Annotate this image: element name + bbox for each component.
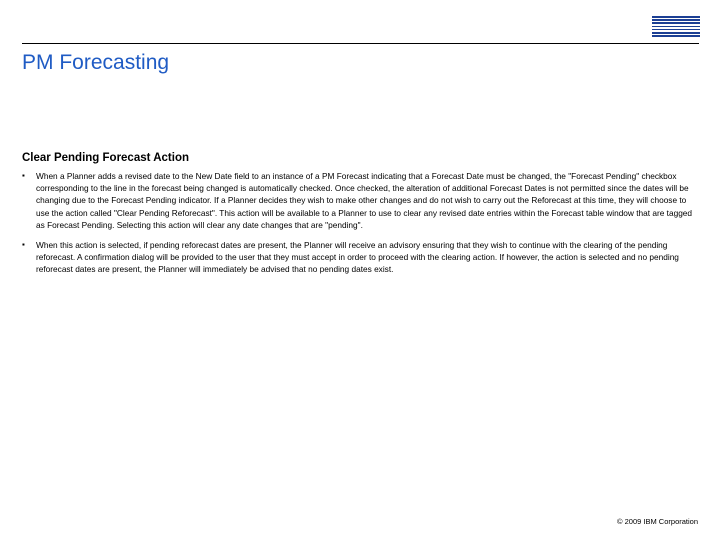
bullet-list [22, 170, 698, 284]
bullet-marker-icon: ▪ [22, 240, 25, 250]
page-title: PM Forecasting [22, 51, 170, 74]
copyright-footer: © 2009 IBM Corporation [617, 517, 698, 526]
header-divider [22, 43, 699, 44]
bullet-item [22, 239, 698, 276]
bullet-text: When this action is selected, if pending reforecast dates are present, the Planner will receive an advisory ensuring that they wish to continue with the clearing of the pending reforecast. A confirmation dialog will be provided to the user that they must accept in order to proceed with the clearing action. If however, the action is selected and no pending reforecast dates are present, the Planner will immediately be advised that no pending dates exist. [36, 240, 679, 275]
section-heading: Clear Pending Forecast Action [22, 152, 189, 164]
ibm-logo-icon [652, 16, 700, 38]
bullet-text: When a Planner adds a revised date to the New Date field to an instance of a PM Forecast indicating that a Forecast Date must be changed, the "Forecast Pending" checkbox corresponding to the line in the forecast being changed is automatically checked. Once checked, the alteration of additional Forecast Dates is not permitted since the dates will be changing due to the Forecast Pending indicator. If a Planner decides they wish to make other changes and do not wish to carry out the Reforecast at this time, they will choose to use the action called "Clear Pending Reforecast". This action will be available to a Planner to use to clear any revised date entries within the Forecast table window that are tagged as Forecast Pending. Selecting this action will clear any date changes that are "pending". [36, 171, 693, 230]
bullet-marker-icon: ▪ [22, 171, 25, 180]
bullet-item [22, 170, 698, 231]
